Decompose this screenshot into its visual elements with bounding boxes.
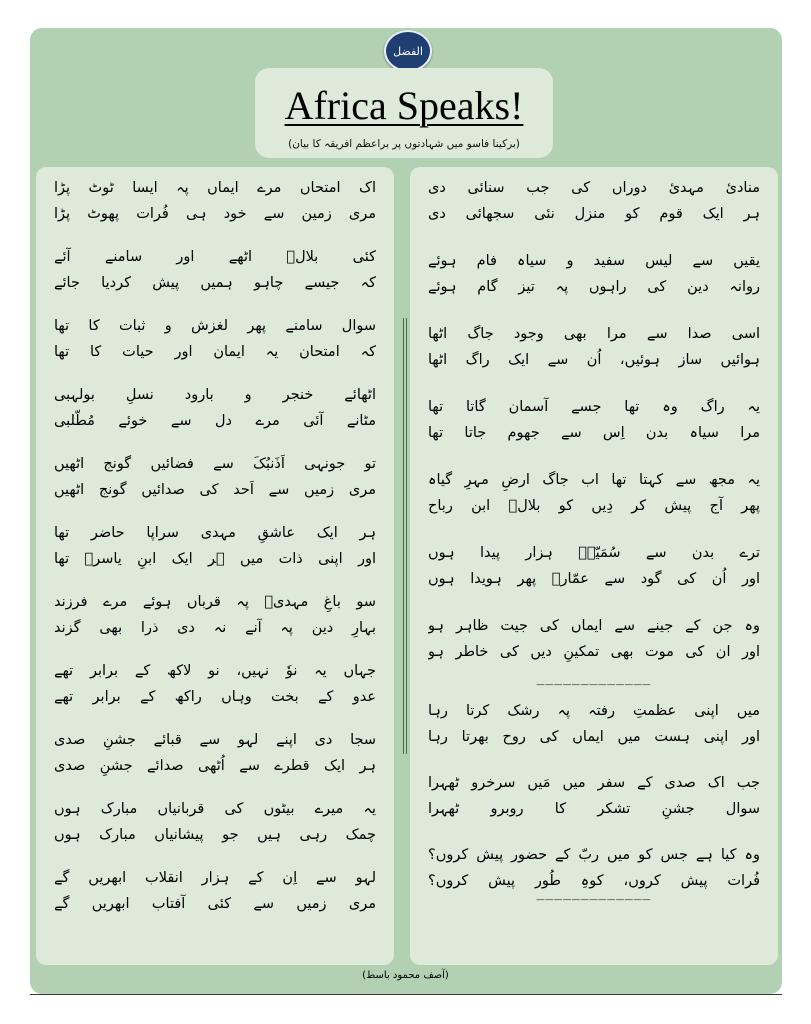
poem-stanza (410, 248, 778, 300)
poem-stanza (36, 520, 394, 572)
poem-line: مرا سیاہ بدن اِس سے جھوم جاتا تھا (428, 425, 760, 441)
poem-line: یہ میرے بیٹوں کی قربانیاں مبارک ہوں (54, 801, 376, 817)
poem-stanza (36, 796, 394, 848)
right-stanza-list (410, 175, 778, 901)
stanza-separator: _____________ (536, 671, 652, 686)
poem-line: وہ کیا ہے جس کو میں ربّ کے حضور پیش کروں؟ (428, 847, 760, 863)
poem-line: بہارِ دین پہ آنے نہ دی ذرا بھی گزند (54, 620, 376, 636)
poem-stanza (36, 727, 394, 779)
poem-stanza (410, 770, 778, 822)
poem-line: سوال جشنِ تشکر کا روبرو ٹھہرا (428, 801, 760, 817)
poem-line: مری زمین سے خود ہی فُرات پھوٹ پڑا (54, 206, 376, 222)
poem-stanza (36, 589, 394, 641)
poem-line: جب اک صدی کے سفر میں مَیں سرخرو ٹھہرا (428, 775, 760, 791)
left-poem-column (36, 167, 394, 965)
poem-stanza (36, 451, 394, 503)
poem-stanza (36, 865, 394, 917)
poem-stanza (410, 698, 778, 750)
poem-stanza (410, 394, 778, 446)
logo-text: الفضل (393, 44, 423, 58)
poem-line: اور ان کی موت بھی تمکینِ دیں کی خاطر ہو (428, 644, 760, 660)
page-title: Africa Speaks! (284, 83, 524, 128)
page-subtitle: (برکینا فاسو میں شہادتوں پر براعظم افریقہ کا بیان) (288, 138, 520, 150)
bottom-rule (30, 994, 782, 995)
poem-line: لہو سے اِن کے ہزار انقلاب ابھریں گے (54, 870, 376, 886)
poem-line: اٹھائے خنجر و بارود نسلِ بولہبی (54, 387, 376, 403)
poem-line: مری زمیں سے کئی آفتاب ابھریں گے (54, 896, 376, 912)
poet-credit: (آصف محمود باسط) (362, 970, 449, 981)
poem-stanza (36, 175, 394, 227)
poem-line: ہوائیں ساز ہوئیں، اُن سے ایک راگ اٹھا (428, 352, 760, 368)
poem-line: روانہ دین کی راہوں پہ تیز گام ہوئے (428, 279, 760, 295)
poem-line: چمک رہی ہیں جو پیشانیاں مبارک ہوں (54, 827, 376, 843)
poem-stanza (410, 321, 778, 373)
poem-stanza (410, 613, 778, 665)
poem-line: سوال سامنے پھر لغزش و ثبات کا تھا (54, 318, 376, 334)
poem-line: کہ امتحان یہ ایمان اور حیات کا تھا (54, 344, 376, 360)
column-divider (403, 318, 407, 754)
poem-stanza (410, 467, 778, 519)
publication-logo (384, 30, 432, 72)
right-poem-column (410, 167, 778, 965)
poem-line: منادیٔ مہدیٔ دوراں کی جب سنائی دی (428, 180, 760, 196)
poem-line: میں اپنی عظمتِ رفتہ پہ رشک کرتا رہا (428, 703, 760, 719)
poem-line: ہر ایک عاشقِ مہدی سراپا حاضر تھا (54, 525, 376, 541)
poem-stanza (36, 658, 394, 710)
poem-line: عدو کے بخت وہاں راکھ کے برابر تھے (54, 689, 376, 705)
stanza-separator: _____________ (536, 886, 652, 901)
title-box (255, 68, 553, 158)
poem-line: یہ مجھ سے کہتا تھا اب جاگ ارضِ مہرِ گیاہ (428, 472, 760, 488)
poem-stanza (36, 244, 394, 296)
poem-line: کئی بلالؓ اٹھے اور سامنے آئے (54, 249, 376, 265)
poem-line: ترے بدن سے سُمَیّہؓ ہزار پیدا ہوں (428, 545, 760, 561)
poem-line: وہ جن کے جینے سے ایماں کی جیت ظاہر ہو (428, 618, 760, 634)
poem-line: اور اپنی ذات میں ہر ایک ابنِ یاسرؓ تھا (54, 551, 376, 567)
poem-line: ہر ایک قطرے سے اُٹھی صدائے جشنِ صدی (54, 758, 376, 774)
poem-line: یہ راگ وہ تھا جسے آسمان گاتا تھا (428, 399, 760, 415)
poem-line: مٹانے آئی مرے دل سے خوئے مُطّلبی (54, 413, 376, 429)
poem-line: سجا دی اپنے لہو سے قبائے جشنِ صدی (54, 732, 376, 748)
poem-stanza (410, 175, 778, 227)
poem-line: فُرات پیش کروں، کوہِ طُور پیش کروں؟ (428, 873, 760, 889)
poem-line: اک امتحاں مرے ایماں پہ ایسا ٹوٹ پڑا (54, 180, 376, 196)
poem-line: اور اپنی ہست میں ایماں کی روح بھرتا رہا (428, 729, 760, 745)
poem-line: ہر ایک قوم کو منزل نئی سجھائی دی (428, 206, 760, 222)
poem-line: سو باغِ مہدیؑ پہ قرباں ہوئے مرے فرزند (54, 594, 376, 610)
poem-line: کہ جیسے چاہو ہمیں پیش کردیا جائے (54, 275, 376, 291)
poem-stanza (410, 540, 778, 592)
poem-line: اسی صدا سے مرا بھی وجود جاگ اٹھا (428, 326, 760, 342)
poem-line: یقیں سے لیس سفید و سیاہ فام ہوئے (428, 253, 760, 269)
poem-line: مری زمیں سے اَحد کی صدائیں گونج اٹھیں (54, 482, 376, 498)
left-stanza-list (36, 175, 394, 917)
poem-line: تو جونہی اَذَنبُکَ سے فضائیں گونج اٹھیں (54, 456, 376, 472)
poem-line: پھر آج پیش کر دِیں کو بلالؓ ابن رباح (428, 498, 760, 514)
poem-stanza (36, 382, 394, 434)
poem-line: اور اُن کی گود سے عمّارؓ پھر ہویدا ہوں (428, 571, 760, 587)
poem-line: جہاں یہ نوٗ نہیں، نو لاکھ کے برابر تھے (54, 663, 376, 679)
poem-stanza (36, 313, 394, 365)
